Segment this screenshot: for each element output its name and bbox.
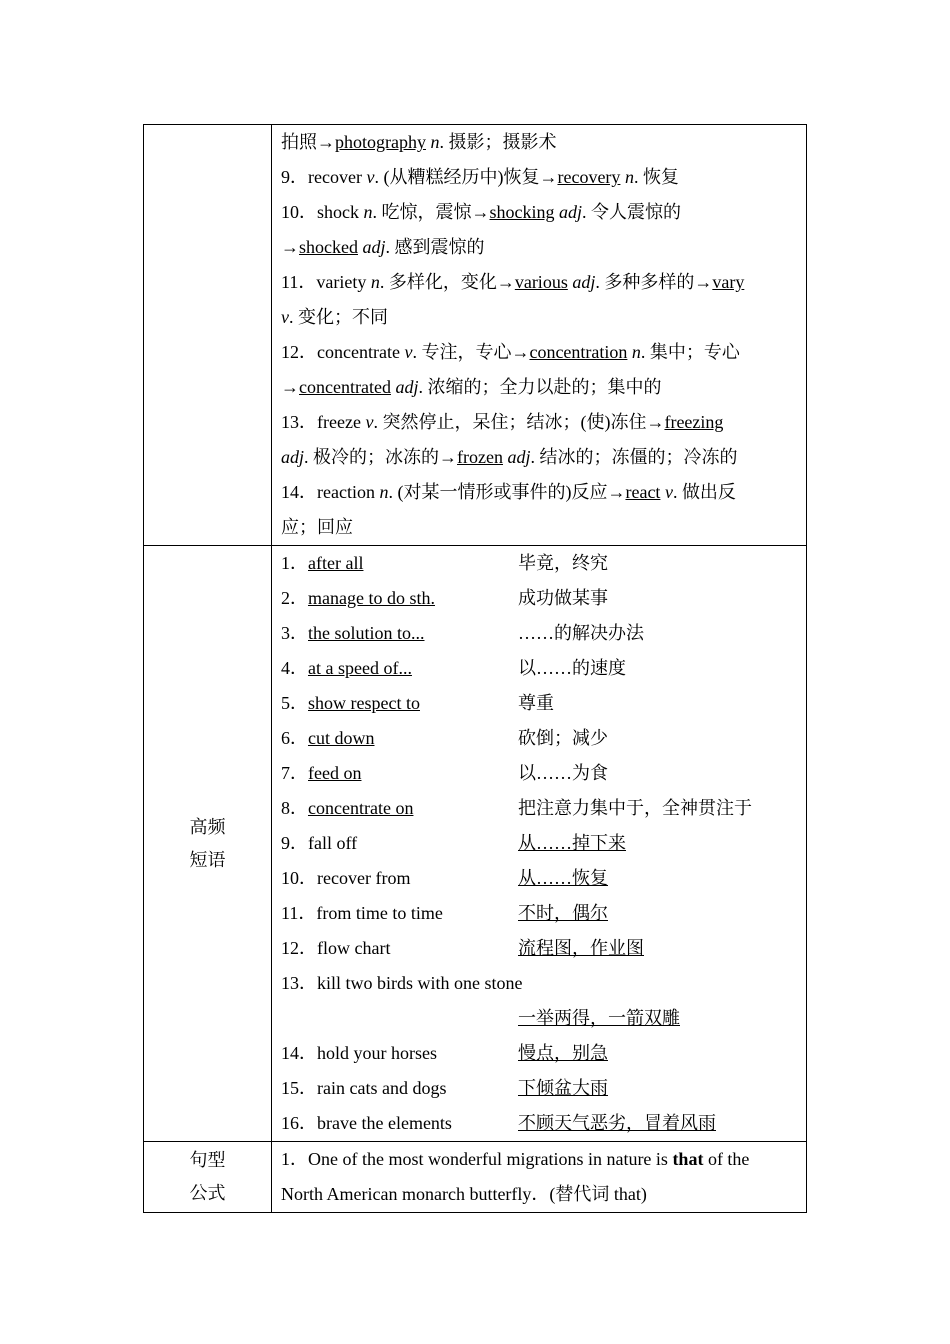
phrase-item <box>281 931 794 966</box>
phrase-chinese: 一举两得，一箭双雕 <box>518 1008 680 1028</box>
phrase-english: 10．recover from <box>281 868 411 888</box>
sentence-content-cell <box>272 1142 807 1213</box>
word-entry-variety: 11．variety n. 多样化，变化→various adj. 多种多样的→vary <box>281 272 745 292</box>
phrase-item-cont <box>281 1001 794 1036</box>
phrase-item <box>281 581 794 616</box>
phrase-item <box>281 686 794 721</box>
phrase-english: 1．after all <box>281 553 364 573</box>
phrases-row <box>144 546 807 1142</box>
word-entry-variety-cont: v. 变化；不同 <box>281 307 388 327</box>
phrase-english: 6．cut down <box>281 728 375 748</box>
phrase-chinese: 把注意力集中于，全神贯注于 <box>518 798 752 818</box>
phrase-item <box>281 966 794 1001</box>
word-entry-reaction: 14．reaction n. (对某一情形或事件的)反应→react v. 做出反 <box>281 482 736 502</box>
phrase-english: 5．show respect to <box>281 693 420 713</box>
derivative-word: freezing <box>664 412 724 432</box>
phrase-item <box>281 756 794 791</box>
phrase-item <box>281 721 794 756</box>
words-content-cell <box>272 125 807 546</box>
phrase-english: 15．rain cats and dogs <box>281 1078 447 1098</box>
phrase-chinese: 流程图，作业图 <box>518 938 644 958</box>
derivative-word: shocked <box>299 237 358 257</box>
phrase-chinese: 砍倒；减少 <box>518 728 608 748</box>
phrase-item <box>281 896 794 931</box>
derivative-word: photography <box>335 132 426 152</box>
phrase-english: 12．flow chart <box>281 938 391 958</box>
sentence-label-cell <box>144 1142 272 1213</box>
derivative-word: frozen <box>457 447 503 467</box>
phrase-list <box>281 546 794 1141</box>
phrase-english: 9．fall off <box>281 833 358 853</box>
phrase-english: 16．brave the elements <box>281 1113 452 1133</box>
word-entry-recover: 9．recover v. (从糟糕经历中)恢复→recovery n. 恢复 <box>281 167 679 187</box>
phrase-chinese: 毕竟，终究 <box>518 553 608 573</box>
derivative-word: shocking <box>489 202 555 222</box>
phrase-chinese: 以……为食 <box>518 763 608 783</box>
phrase-chinese: 下倾盆大雨 <box>518 1078 608 1098</box>
phrase-item <box>281 651 794 686</box>
phrase-item <box>281 1106 794 1141</box>
word-entry-freeze-cont: adj. 极冷的；冰冻的→frozen adj. 结冰的；冻僵的；冷冻的 <box>281 447 738 467</box>
phrase-item <box>281 1071 794 1106</box>
derivative-word: concentration <box>529 342 628 362</box>
phrase-item <box>281 791 794 826</box>
phrase-english: 3．the solution to... <box>281 623 425 643</box>
word-entry-photography: 拍照→photography n. 摄影；摄影术 <box>281 132 557 152</box>
phrases-content-cell <box>272 546 807 1142</box>
phrase-chinese: 尊重 <box>518 693 554 713</box>
phrase-english: 13．kill two birds with one stone <box>281 973 523 993</box>
phrase-item <box>281 1036 794 1071</box>
sentence-label-line1: 句型 <box>189 1150 226 1171</box>
phrase-english: 8．concentrate on <box>281 798 414 818</box>
keyword-that: that <box>672 1149 704 1169</box>
phrase-english: 7．feed on <box>281 763 362 783</box>
phrase-chinese: 从……恢复 <box>518 868 608 888</box>
phrase-item <box>281 546 794 581</box>
phrase-chinese: 慢点，别急 <box>518 1043 608 1063</box>
phrase-item <box>281 826 794 861</box>
sentence-line-1: 1．One of the most wonderful migrations in nature is that of the <box>281 1149 750 1169</box>
word-entry-shock: 10．shock n. 吃惊，震惊→shocking adj. 令人震惊的 <box>281 202 682 222</box>
sentence-label-line2: 公式 <box>189 1183 226 1204</box>
phrase-chinese: 不顾天气恶劣，冒着风雨 <box>518 1113 716 1133</box>
derivative-word: react <box>625 482 661 502</box>
phrase-chinese: 成功做某事 <box>518 588 608 608</box>
derivative-word: concentrated <box>299 377 391 397</box>
phrase-chinese: 以……的速度 <box>518 658 626 678</box>
phrase-english: 14．hold your horses <box>281 1043 437 1063</box>
word-entry-shock-cont: →shocked adj. 感到震惊的 <box>281 237 485 257</box>
phrases-label-cell <box>144 546 272 1142</box>
words-row <box>144 125 807 546</box>
word-entry-freeze: 13．freeze v. 突然停止，呆住；结冰；(使)冻住→freezing <box>281 412 724 432</box>
vocabulary-table <box>143 124 807 1213</box>
word-entry-reaction-cont: 应；回应 <box>281 517 353 537</box>
derivative-word: various <box>514 272 568 292</box>
phrases-label-line2: 短语 <box>189 849 226 871</box>
phrase-english: 2．manage to do sth. <box>281 588 435 608</box>
phrase-item <box>281 861 794 896</box>
word-entry-concentrate: 12．concentrate v. 专注，专心→concentration n. 集中；专心 <box>281 342 740 362</box>
derivative-word: vary <box>712 272 745 292</box>
phrase-english: 11．from time to time <box>281 903 443 923</box>
sentence-line-2: North American monarch butterfly．(替代词 that) <box>281 1184 647 1204</box>
word-entry-concentrate-cont: →concentrated adj. 浓缩的；全力以赴的；集中的 <box>281 377 662 397</box>
derivative-word: recovery <box>557 167 621 187</box>
sentence-row <box>144 1142 807 1213</box>
phrase-item <box>281 616 794 651</box>
words-label-cell <box>144 125 272 546</box>
phrase-english: 4．at a speed of... <box>281 658 412 678</box>
phrase-spacer <box>281 1001 518 1036</box>
phrase-chinese: 不时，偶尔 <box>518 903 608 923</box>
phrases-label-line1: 高频 <box>189 816 226 838</box>
phrase-chinese: ……的解决办法 <box>518 623 644 643</box>
phrase-chinese: 从……掉下来 <box>518 833 626 853</box>
